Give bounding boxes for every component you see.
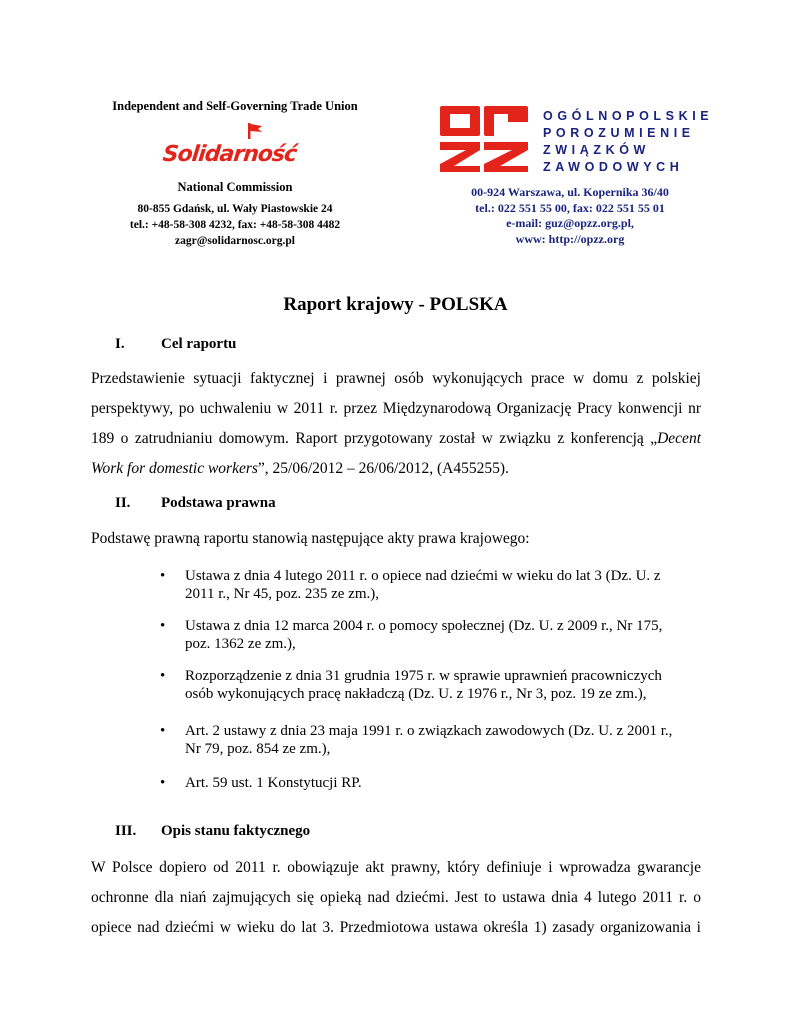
opzz-name-line: ZWIĄZKÓW	[543, 143, 650, 157]
paragraph-line: 189 o zatrudnianiu domowym. Raport przygotowany został w związku z konferencją „Decent	[91, 430, 701, 447]
document-title: Raport krajowy - POLSKA	[283, 294, 508, 315]
right-address	[430, 185, 710, 247]
bullet-icon: •	[160, 668, 166, 684]
paragraph-line: W Polsce dopiero od 2011 r. obowiązuje akt prawny, który definiuje i wprowadza gwarancje	[91, 859, 701, 876]
opzz-name-line: ZAWODOWYCH	[543, 160, 684, 174]
opzz-full-name	[543, 108, 713, 176]
solidarnosc-logo	[161, 121, 298, 169]
opzz-name-line: POROZUMIENIE	[543, 126, 695, 140]
paragraph-line: Work for domestic workers”, 25/06/2012 – 26/06/2012, (A455255).	[91, 460, 509, 477]
left-address	[80, 201, 390, 249]
paragraph-line: Przedstawienie sytuacji faktycznej i prawnej osób wykonujących prace w domu z polskiej	[91, 370, 701, 387]
bullet-icon: •	[160, 618, 166, 634]
list-item-line: Art. 59 ust. 1 Konstytucji RP.	[185, 775, 362, 791]
section-title: Cel raportu	[161, 336, 237, 352]
section-3-paragraph	[91, 853, 701, 943]
opzz-name-line: OGÓLNOPOLSKIE	[543, 109, 714, 123]
opzz-logo	[438, 104, 530, 174]
paragraph-line: opiece nad dziećmi w wieku do lat 3. Przedmiotowa ustawa określa 1) zasady organizowania i	[91, 919, 701, 936]
left-phone-line: tel.: +48-58-308 4232, fax: +48-58-308 4482	[129, 219, 341, 231]
bullet-icon: •	[160, 568, 166, 584]
bullet-icon: •	[160, 723, 166, 739]
section-title: Opis stanu faktycznego	[161, 823, 311, 839]
list-item-line: poz. 1362 ze zm.),	[185, 636, 296, 652]
section-title: Podstawa prawna	[161, 495, 276, 511]
section-number: I.	[115, 336, 125, 352]
list-item-line: Ustawa z dnia 12 marca 2004 r. o pomocy społecznej (Dz. U. z 2009 r., Nr 175,	[185, 618, 663, 634]
section-2-intro: Podstawę prawną raportu stanowią następujące akty prawa krajowego:	[91, 530, 530, 547]
section-number: III.	[115, 823, 137, 839]
left-email-line[interactable]: zagr@solidarnosc.org.pl	[175, 235, 295, 247]
right-phone-line: tel.: 022 551 55 00, fax: 022 551 55 01	[475, 200, 665, 215]
right-email-line[interactable]: e-mail: guz@opzz.org.pl,	[506, 216, 634, 230]
svg-text:Solidarność: Solidarność	[161, 142, 298, 167]
list-item-line: Ustawa z dnia 4 lutego 2011 r. o opiece nad dziećmi w wieku do lat 3 (Dz. U. z	[185, 568, 661, 584]
right-address-line: 00-924 Warszawa, ul. Kopernika 36/40	[471, 185, 669, 199]
union-name: Independent and Self-Governing Trade Union	[112, 99, 358, 113]
national-commission: National Commission	[177, 180, 293, 194]
list-item-line: Rozporządzenie z dnia 31 grudnia 1975 r. w sprawie uprawnień pracowniczych	[185, 668, 662, 684]
list-item-line: osób wykonujących pracę nakładczą (Dz. U. z 1976 r., Nr 3, poz. 19 ze zm.),	[185, 686, 647, 702]
left-address-line: 80-855 Gdańsk, ul. Wały Piastowskie 24	[137, 203, 333, 215]
section-number: II.	[115, 495, 131, 511]
section-1-paragraph	[91, 364, 701, 484]
list-item-line: Nr 79, poz. 854 ze zm.),	[185, 741, 331, 757]
bullet-icon: •	[160, 775, 166, 791]
paragraph-line: perspektywy, po uchwaleniu w 2011 r. przez Międzynarodową Organizację Pracy konwencji nr	[91, 400, 701, 417]
list-item-line: 2011 r., Nr 45, poz. 235 ze zm.),	[185, 586, 379, 602]
right-www-line[interactable]: www: http://opzz.org	[515, 231, 625, 246]
paragraph-line: ochronne dla niań zajmujących się opieką nad dziećmi. Jest to ustawa dnia 4 lutego 2011 r. o	[91, 889, 701, 906]
list-item-line: Art. 2 ustawy z dnia 23 maja 1991 r. o związkach zawodowych (Dz. U. z 2001 r.,	[185, 723, 673, 739]
